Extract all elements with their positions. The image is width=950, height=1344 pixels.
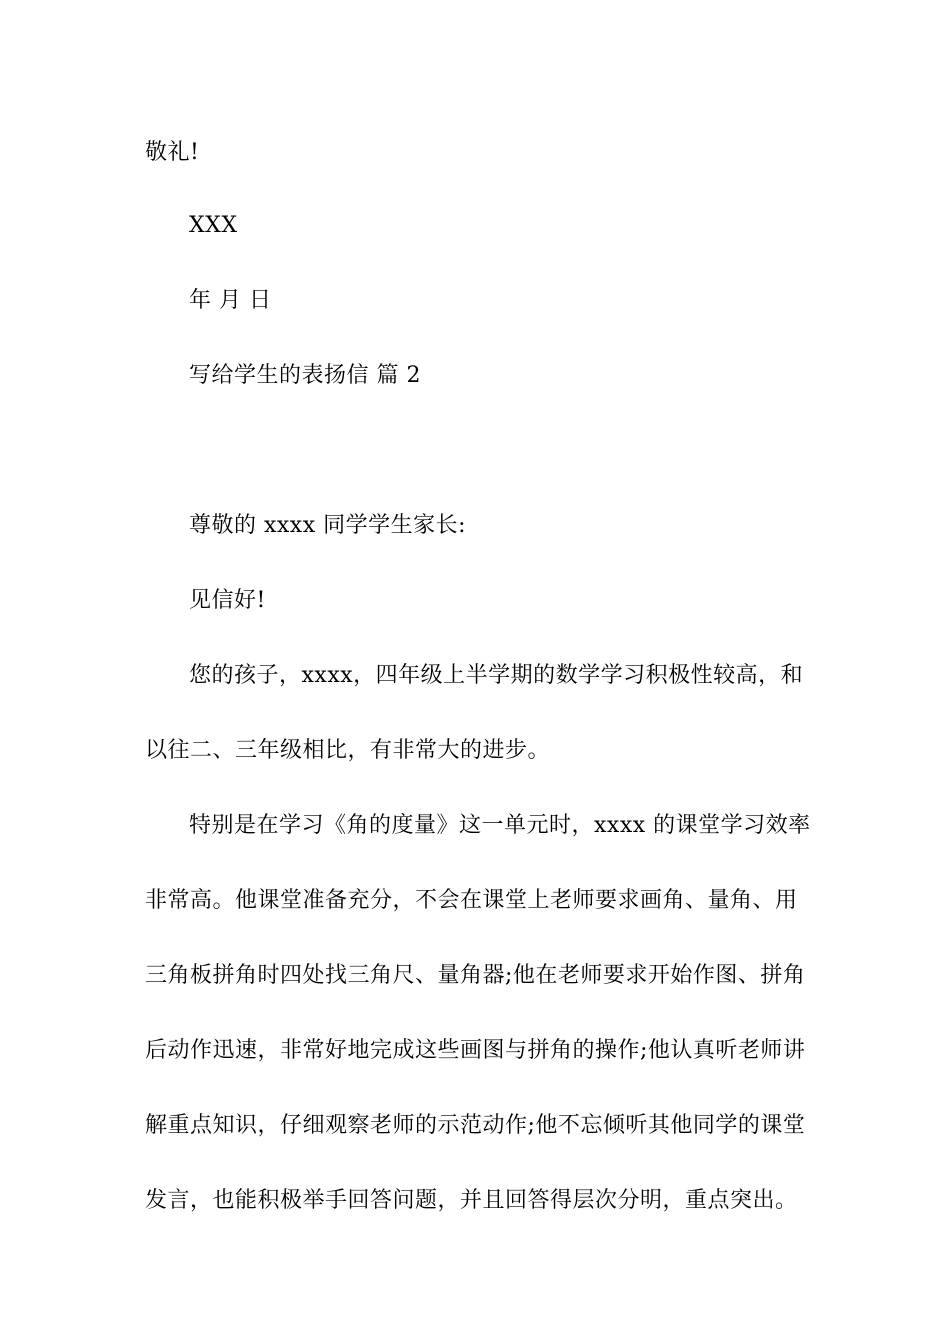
paragraph2-line: 发言，也能积极举手回答问题，并且回答得层次分明，重点突出。 xyxy=(145,1188,798,1213)
paragraph2-line: 非常高。他课堂准备充分，不会在课堂上老师要求画角、量角、用 xyxy=(145,888,798,913)
paragraph2-line: 解重点知识，仔细观察老师的示范动作;他不忘倾听其他同学的课堂 xyxy=(145,1113,806,1138)
paragraph1-line: 以往二、三年级相比，有非常大的进步。 xyxy=(145,738,551,763)
date-line: 年 月 日 xyxy=(189,288,272,313)
section-title: 写给学生的表扬信 篇 2 xyxy=(189,363,421,388)
greeting-line: 见信好! xyxy=(189,588,266,613)
salutation-line: 尊敬的 xxxx 同学学生家长: xyxy=(189,513,467,538)
signature-line: XXX xyxy=(189,213,238,238)
closing-line: 敬礼! xyxy=(145,140,200,165)
paragraph2-line: 后动作迅速，非常好地完成这些画图与拼角的操作;他认真听老师讲 xyxy=(145,1038,806,1063)
paragraph2-line: 特别是在学习《角的度量》这一单元时，xxxx 的课堂学习效率 xyxy=(189,813,811,838)
paragraph1-line: 您的孩子，xxxx，四年级上半学期的数学学习积极性较高，和 xyxy=(189,663,804,688)
paragraph2-line: 三角板拼角时四处找三角尺、量角器;他在老师要求开始作图、拼角 xyxy=(145,963,806,988)
